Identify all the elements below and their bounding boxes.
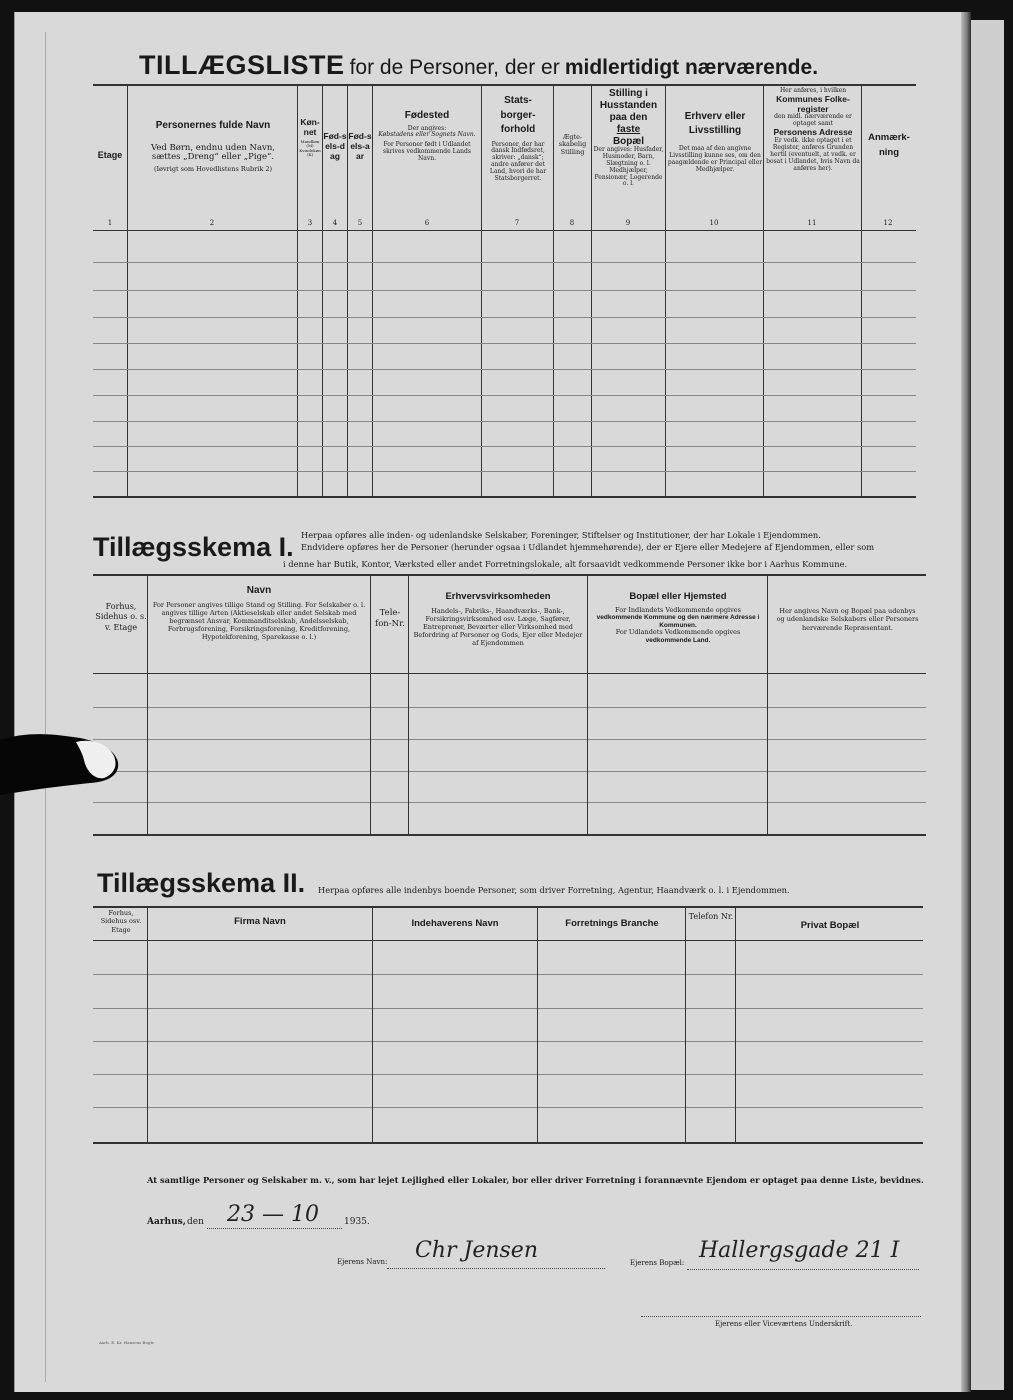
owner-name-label: Ejerens Navn:	[337, 1258, 388, 1266]
signature-line	[641, 1316, 921, 1317]
s1-head-telefon: Tele-fon-Nr.	[375, 608, 405, 630]
s2-col-divider	[147, 908, 148, 1142]
t1-head-navn-block	[129, 120, 297, 174]
t1-head-foedested-note-b: Købstadens eller Sognets Navn.	[378, 131, 476, 139]
t1-colnum: 11	[807, 219, 817, 227]
t1-head-husstand-a: Stilling i Husstanden paa den	[599, 88, 658, 123]
t1-head-navn-note-b: sættes „Dreng“ eller „Pige“.	[151, 152, 275, 163]
skema1-desc-line: Herpaa opføres alle inden- og udenlandske Selskaber, Foreninger, Stiftelser og Institutioner, der har Lokale i Ejendommen.	[301, 530, 821, 540]
t1-row-line	[93, 262, 916, 263]
t1-head-husstand-block	[592, 88, 665, 188]
t1-colnum: 1	[107, 219, 113, 227]
skema2-row-line	[93, 1008, 923, 1009]
s2-head-indehaver: Indehaverens Navn	[411, 918, 499, 929]
owner-address-line	[687, 1269, 919, 1270]
s2-head-telefon: Telefon Nr.	[688, 912, 734, 921]
t1-colnum: 2	[209, 219, 215, 227]
t1-col-divider	[763, 86, 764, 496]
t1-colnum: 9	[625, 219, 631, 227]
tillaegsliste-subtitle-a: for de Personer, der er	[349, 56, 560, 79]
t1-row-line	[93, 343, 916, 344]
s1-col-divider	[370, 576, 371, 834]
form-page	[14, 12, 961, 1392]
skema1-row-line	[93, 707, 926, 708]
t1-colnum: 12	[883, 219, 893, 227]
s1-head-erhverv: Erhvervsvirksomheden	[445, 591, 551, 602]
s1-col-divider	[587, 576, 588, 834]
t1-colnum: 3	[307, 219, 313, 227]
t1-row-line	[93, 395, 916, 396]
t1-head-foedselsdag: Fød-sels-dag	[323, 131, 347, 161]
t1-head-navn-note-a: Ved Børn, endnu uden Navn,	[150, 142, 276, 153]
owner-name-line	[387, 1268, 605, 1269]
s1-col-divider	[408, 576, 409, 834]
s1-head-bopael-note-b: vedkommende Kommune og den nærmere Adresse i Kommunen.	[596, 614, 760, 629]
t1-head-folkeregister-note-a: Her anføres, i hvilken	[779, 87, 847, 94]
t1-head-koen-block	[298, 118, 322, 158]
skema2-row-line	[93, 974, 923, 975]
t1-col-divider	[861, 86, 862, 496]
s2-head-privat-bopael: Privat Bopæl	[800, 920, 860, 931]
t1-head-folkeregister-note-c: Er vedk. ikke optaget i et Register, anføres Grunden hertil (eventuelt, at vedk. er bosat i Udlandet, hvis Navn da anføres her).	[766, 136, 860, 172]
tillaegsliste-subtitle-b: midlertidigt nærværende.	[564, 56, 819, 79]
tillaegsliste-title-line	[139, 50, 959, 81]
owner-name-handwritten: Chr Jensen	[415, 1238, 538, 1263]
t1-head-folkeregister-a: Kommunes Folke-register	[776, 93, 850, 114]
t1-head-folkeregister-note-b: den midl. nærværende er optaget samt	[774, 113, 852, 128]
footer-statement: At samtlige Personer og Selskaber m. v., som har lejet Lejlighed eller Lokaler, bor eller driver Forretning i forannævnte Ejendom er optaget paa denne Liste, bevidnes.	[147, 1175, 924, 1185]
t1-row-line	[93, 471, 916, 472]
page-spine	[961, 12, 971, 1392]
s2-head-branche: Forretnings Branche	[565, 918, 659, 929]
skema1-row-line	[93, 802, 926, 803]
skema2-row-line	[93, 1107, 923, 1108]
t1-colnum: 10	[709, 219, 719, 227]
t1-head-husstand-b: faste	[616, 124, 641, 135]
tillaegsliste-title: TILLÆGSLISTE	[139, 50, 345, 80]
footer-den: den	[187, 1217, 204, 1227]
skema1-row-line	[93, 739, 926, 740]
t1-head-stats-block	[483, 94, 553, 183]
t1-head-koen-a: Køn-	[300, 117, 320, 127]
s2-head-etage: Forhus, Sidehus osv. Etage	[100, 909, 142, 934]
footer-year: 1935.	[344, 1217, 370, 1227]
t1-colnum: 7	[514, 219, 520, 227]
t1-row-line	[93, 421, 916, 422]
t1-head-aegteskab-b: skabelig	[558, 140, 587, 149]
t1-head-folkeregister-block	[765, 88, 861, 172]
s1-head-bopael-note-c: For Udlandets Vedkommende opgives	[615, 628, 741, 637]
footer-place: Aarhus,	[147, 1217, 186, 1227]
skema2-row-line	[93, 1074, 923, 1075]
table1-top-rule	[93, 84, 916, 86]
t1-col-divider	[481, 86, 482, 496]
t1-head-navn-note-c: (Iøvrigt som Hovedlistens Rubrik 2)	[153, 165, 273, 174]
t1-head-etage: Etage	[97, 150, 123, 160]
t1-head-folkeregister-b: Personens Adresse	[773, 127, 853, 138]
date-handwritten: 23 — 10	[227, 1202, 319, 1227]
skema1-row-line	[93, 771, 926, 772]
t1-row-line	[93, 369, 916, 370]
t1-head-koen-b: net	[303, 126, 317, 137]
s1-head-erhverv-note: Handels-, Fabriks-, Haandværks-, Bank-, Forsikringsvirksomhed osv. Læge, Sagfører, Entreprenør, Beværter eller Virksomhed med Befordring af Personer og Gods, Ejer eller Medejer af Ejendommen	[413, 606, 583, 648]
table1-bottom-rule	[93, 496, 916, 498]
s1-head-bopael-note-d: vedkommende Land.	[645, 636, 711, 644]
skema2-bottom-rule	[93, 1142, 923, 1144]
s1-col-divider	[147, 576, 148, 834]
t1-row-line	[93, 317, 916, 318]
t1-col-divider	[127, 86, 128, 496]
left-margin-line	[45, 32, 46, 1382]
t1-head-anmaerkning: Anmærk-ning	[868, 132, 910, 159]
skema2-title: Tillægsskema II.	[97, 868, 306, 898]
t1-colnum: 5	[357, 219, 363, 227]
t1-head-foedested-note-c: For Personer født i Udlandet skrives vedkommende Lands Navn.	[383, 141, 471, 163]
printer-imprint: Aarh. E. Kr. Hansens Bogtr.	[99, 1340, 155, 1345]
skema1-title: Tillægsskema I.	[93, 532, 294, 562]
t1-head-stats-note: Personer, der har dansk Indfødsret, skriver: „dansk“; andre anfører det Land, hvori de har Statsborgerret.	[489, 140, 547, 182]
t1-head-erhverv: Erhverv eller Livsstilling	[684, 111, 746, 136]
t1-head-husstand-c: Bopæl	[612, 135, 645, 147]
t1-head-foedested-note-a: Der angives:	[407, 124, 447, 132]
t1-head-koen-note: Mandkøn (M) Kvindekøn (K)	[299, 138, 321, 158]
skema1-header-rule	[93, 673, 926, 674]
t1-head-aegteskab-a: Ægte-	[562, 133, 583, 141]
t1-head-navn: Personernes fulde Navn	[155, 120, 271, 131]
s1-head-bopael-block	[589, 592, 767, 644]
owner-address-handwritten: Hallergsgade 21 I	[699, 1238, 900, 1263]
skema2-description: Herpaa opføres alle indenbys boende Personer, som driver Forretning, Agentur, Haandværk o. l. i Ejendommen.	[318, 885, 790, 895]
skema1-top-rule	[93, 574, 926, 576]
table1-header-rule	[93, 230, 916, 231]
t1-head-stats: Stats-borger-forhold	[500, 95, 536, 135]
skema1-desc-line: i denne har Butik, Kontor, Værksted eller andet Forretningslokale, alt forsaavidt vedkommende Personer ikke bor i Aarhus Kommune.	[283, 559, 848, 569]
t1-head-foedested: Fødested	[404, 110, 450, 121]
s1-head-navn-note: For Personer angives tillige Stand og Stilling. For Selskaber o. l. angives tillige Arten (Aktieselskab eller andet Selskab med begrænset Ansvar, Kommanditselskab, Andelsselskab, Forbrugsforening, Forsikringsforening, Kreditforening, Hypotekforening, Sparekasse o. l.)	[152, 600, 366, 641]
t1-head-erhverv-block	[667, 110, 763, 174]
t1-head-husstand-note: Der angives: Husfader, Husmoder, Barn, Slægtning o. l. Medhjælper, Pensionær, Logerende o. l.	[593, 146, 664, 188]
t1-head-foedested-block	[374, 110, 480, 163]
s1-head-etage: Forhus, Sidehus o. s. v. Etage	[95, 602, 147, 632]
skema2-row-line	[93, 1041, 923, 1042]
thumb-overlay	[0, 720, 122, 810]
date-dotted-line	[207, 1228, 342, 1229]
t1-head-aegteskab-block	[554, 134, 591, 156]
t1-colnum: 8	[569, 219, 575, 227]
s2-col-divider	[372, 908, 373, 1142]
s2-col-divider	[685, 908, 686, 1142]
s1-col-divider	[767, 576, 768, 834]
signature-label: Ejerens eller Viceværtens Underskrift.	[715, 1320, 853, 1328]
t1-head-aegteskab-c: Stilling	[560, 147, 585, 156]
t1-col-divider	[372, 86, 373, 496]
s1-head-bopael: Bopæl eller Hjemsted	[629, 591, 727, 602]
t1-head-erhverv-note: Det maa af den angivne Livsstilling kunne ses, om den paagældende er Principal eller Medhjælper.	[667, 145, 763, 173]
s1-head-erhverv-block	[410, 592, 586, 648]
s1-head-navn: Navn	[246, 585, 272, 596]
s1-head-navn-block	[149, 585, 369, 641]
t1-head-foedselsaar: Fød-sels-aar	[348, 131, 372, 161]
skema1-description	[301, 529, 926, 554]
owner-address-label: Ejerens Bopæl:	[630, 1259, 685, 1267]
t1-row-line	[93, 446, 916, 447]
s1-head-repraesentant: Her angives Navn og Bopæl paa udenbys og udenlandske Selskabers eller Personers herværende Repræsentant.	[776, 607, 919, 632]
t1-colnum: 4	[332, 219, 338, 227]
t1-col-divider	[665, 86, 666, 496]
skema2-header-rule	[93, 940, 923, 941]
s1-head-bopael-note-a: For Indlandets Vedkommende opgives	[615, 605, 741, 614]
skema1-bottom-rule	[93, 834, 926, 836]
skema1-desc-line: Endvidere opføres her de Personer (herunder ogsaa i Udlandet hjemmehørende), der er Ejere eller Medejere af Ejendommen, eller som	[301, 542, 875, 553]
t1-colnum: 6	[424, 219, 430, 227]
skema2-top-rule	[93, 906, 923, 908]
s2-col-divider	[735, 908, 736, 1142]
t1-row-line	[93, 290, 916, 291]
s2-head-firma: Firma Navn	[234, 916, 286, 927]
s2-col-divider	[537, 908, 538, 1142]
